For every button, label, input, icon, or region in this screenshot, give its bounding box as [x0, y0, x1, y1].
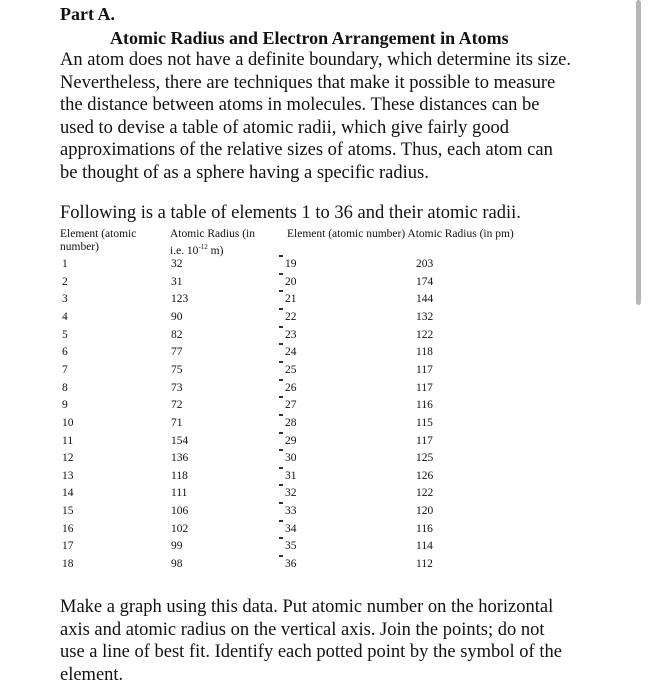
- atomic-number-cell: 20: [285, 275, 297, 288]
- atomic-radius-cell: 116: [416, 399, 433, 412]
- atomic-number-cell: 33: [285, 505, 297, 518]
- atomic-number-cell: 16: [62, 522, 74, 535]
- header-element-left-line1: Element (atomic: [60, 228, 137, 240]
- atomic-number-cell: 12: [62, 452, 74, 465]
- atomic-radius-cell: 77: [171, 346, 183, 359]
- row-dash-mark: [279, 379, 283, 381]
- intro-line: approximations of the relative sizes of atoms. Thus, each atom can: [60, 140, 553, 161]
- atomic-radius-cell: 102: [171, 522, 189, 535]
- atomic-number-cell: 31: [285, 469, 297, 482]
- atomic-radius-cell: 118: [416, 346, 433, 359]
- atomic-number-cell: 3: [62, 293, 68, 306]
- atomic-radius-cell: 75: [171, 363, 183, 376]
- atomic-radius-cell: 73: [171, 381, 183, 394]
- atomic-radius-cell: 203: [416, 258, 434, 270]
- row-dash-mark: [279, 308, 283, 310]
- atomic-number-cell: 6: [62, 346, 68, 359]
- atomic-number-cell: 10: [62, 416, 74, 429]
- atomic-radius-cell: 174: [416, 275, 434, 288]
- atomic-number-cell: 34: [285, 522, 297, 535]
- intro-line: used to devise a table of atomic radii, which give fairly good: [60, 117, 510, 138]
- atomic-number-cell: 35: [285, 540, 297, 553]
- atomic-number-cell: 7: [62, 363, 68, 376]
- atomic-radius-cell: 112: [416, 558, 433, 571]
- atomic-number-cell: 18: [62, 558, 74, 571]
- atomic-radius-cell: 99: [171, 540, 183, 553]
- atomic-radius-cell: 144: [416, 293, 434, 306]
- atomic-radius-cell: 154: [171, 434, 189, 447]
- atomic-radius-cell: 117: [416, 363, 433, 376]
- header-radius-left-line2-prefix: i.e. 10: [170, 244, 199, 257]
- intro-paragraph: [60, 49, 605, 185]
- header-radius-left-line1: Atomic Radius (in: [170, 228, 255, 240]
- instructions-paragraph: [60, 596, 605, 686]
- vertical-scrollbar[interactable]: [636, 0, 641, 305]
- atomic-number-cell: 26: [285, 381, 297, 394]
- atomic-number-cell: 21: [285, 293, 297, 306]
- atomic-radius-cell: 122: [416, 487, 434, 500]
- row-dash-mark: [279, 361, 283, 363]
- atomic-number-cell: 22: [285, 310, 297, 323]
- header-radius-left-line2-suffix: m): [207, 244, 224, 257]
- atomic-radius-cell: 136: [171, 452, 189, 465]
- row-dash-mark: [279, 343, 283, 345]
- table-lead-sentence: Following is a table of elements 1 to 36 and their atomic radii.: [60, 203, 521, 223]
- atomic-number-cell: 1: [62, 258, 68, 270]
- header-right: Element (atomic number) Atomic Radius (in pm): [287, 228, 514, 240]
- atomic-number-cell: 14: [62, 487, 74, 500]
- atomic-radius-cell: 72: [171, 399, 183, 412]
- atomic-radius-cell: 122: [416, 328, 434, 341]
- section-title: Atomic Radius and Electron Arrangement in Atoms: [110, 28, 509, 48]
- atomic-number-cell: 9: [62, 399, 68, 412]
- row-dash-mark: [279, 520, 283, 522]
- atomic-number-cell: 27: [285, 399, 297, 412]
- atomic-number-cell: 28: [285, 416, 297, 429]
- atomic-number-cell: 13: [62, 469, 74, 482]
- atomic-radius-cell: 126: [416, 469, 434, 482]
- atomic-number-cell: 17: [62, 540, 74, 553]
- atomic-number-cell: 19: [285, 258, 297, 270]
- row-dash-mark: [279, 449, 283, 451]
- atomic-radius-cell: 120: [416, 505, 434, 518]
- atomic-number-cell: 23: [285, 328, 297, 341]
- row-dash-mark: [279, 467, 283, 469]
- instructions-line: use a line of best fit. Identify each potted point by the symbol of the: [60, 642, 562, 663]
- atomic-number-cell: 25: [285, 363, 297, 376]
- intro-line: the distance between atoms in molecules. These distances can be: [60, 95, 540, 116]
- row-dash-mark: [279, 537, 283, 539]
- intro-line: An atom does not have a definite boundary, which determine its size.: [60, 50, 571, 70]
- row-dash-mark: [279, 432, 283, 434]
- atomic-number-cell: 24: [285, 346, 297, 359]
- row-dash-mark: [279, 326, 283, 328]
- atomic-number-cell: 30: [285, 452, 297, 465]
- atomic-radius-cell: 117: [416, 434, 433, 447]
- atomic-number-cell: 8: [62, 381, 68, 394]
- atomic-radius-cell: 132: [416, 310, 434, 323]
- atomic-number-cell: 36: [285, 558, 297, 571]
- atomic-radius-cell: 98: [171, 558, 183, 571]
- instructions-line: element.: [60, 664, 124, 685]
- header-element-left: [60, 228, 136, 254]
- atomic-radius-cell: 114: [416, 540, 433, 553]
- intro-line: Nevertheless, there are techniques that make it possible to measure: [60, 72, 556, 93]
- intro-line: be thought of as a sphere having a specific radius.: [60, 162, 429, 183]
- row-dash-mark: [279, 290, 283, 292]
- atomic-number-cell: 15: [62, 505, 74, 518]
- row-dash-mark: [279, 396, 283, 398]
- row-dash-mark: [279, 255, 283, 257]
- atomic-radius-cell: 117: [416, 381, 433, 394]
- header-radius-left: [170, 228, 255, 258]
- atomic-radius-cell: 90: [171, 310, 183, 323]
- atomic-radius-cell: 118: [171, 469, 188, 482]
- header-element-left-line2: number): [60, 241, 99, 253]
- atomic-radius-cell: 31: [171, 275, 183, 288]
- atomic-radius-cell: 115: [416, 416, 433, 429]
- row-dash-mark: [279, 414, 283, 416]
- atomic-radius-cell: 82: [171, 328, 183, 341]
- row-dash-mark: [279, 555, 283, 557]
- atomic-radius-cell: 116: [416, 522, 433, 535]
- atomic-number-cell: 32: [285, 487, 297, 500]
- atomic-radius-cell: 125: [416, 452, 434, 465]
- part-title: Part A.: [60, 4, 115, 24]
- atomic-number-cell: 11: [62, 434, 74, 447]
- atomic-number-cell: 2: [62, 275, 68, 288]
- atomic-number-cell: 29: [285, 434, 297, 447]
- atomic-number-cell: 4: [62, 310, 68, 323]
- atomic-number-cell: 5: [62, 328, 68, 341]
- header-radius-left-exponent: -12: [198, 243, 208, 251]
- row-dash-mark: [279, 502, 283, 504]
- instructions-line: axis and atomic radius on the vertical axis. Join the points; do not: [60, 619, 545, 640]
- atomic-radius-cell: 123: [171, 293, 189, 306]
- row-dash-mark: [279, 273, 283, 275]
- atomic-radius-cell: 32: [171, 258, 183, 270]
- row-dash-mark: [279, 484, 283, 486]
- instructions-line: Make a graph using this data. Put atomic number on the horizontal: [60, 597, 554, 617]
- atomic-radius-cell: 106: [171, 505, 189, 518]
- atomic-radius-cell: 71: [171, 416, 183, 429]
- atomic-radius-cell: 111: [171, 487, 188, 500]
